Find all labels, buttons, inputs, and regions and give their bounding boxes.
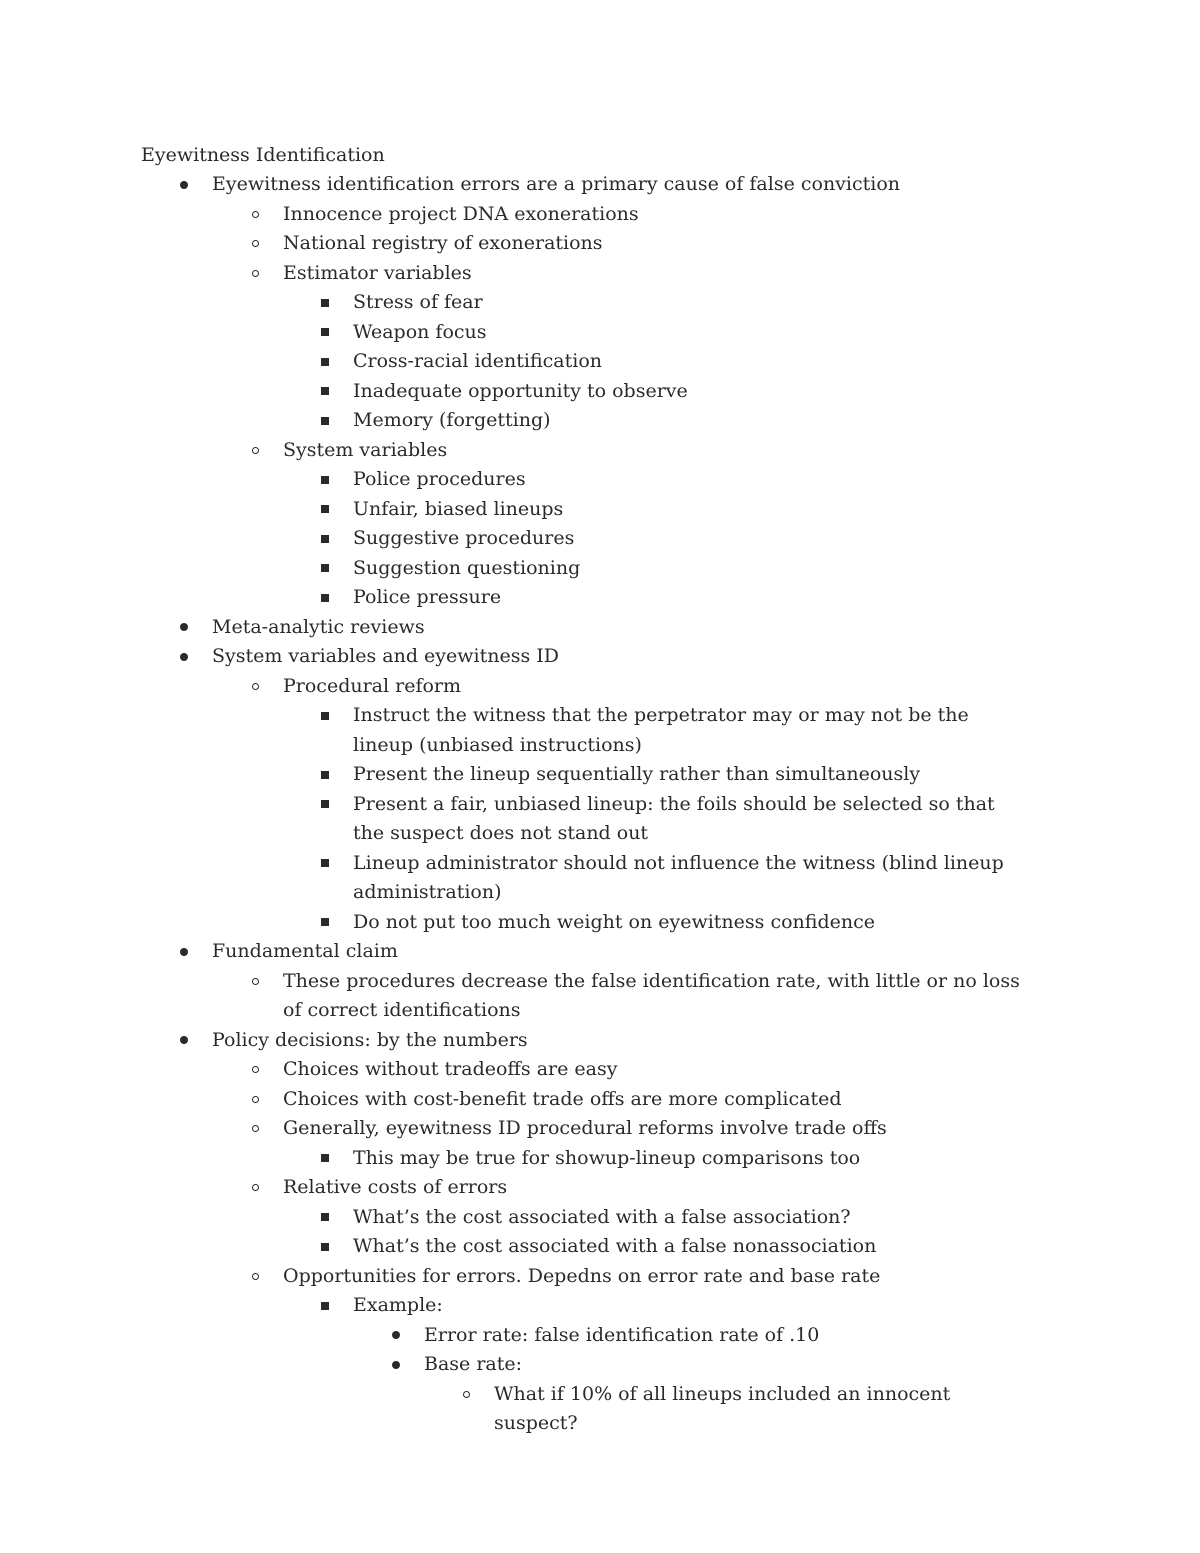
- outline-item-level-5: [0, 1380, 1200, 1439]
- hollow-circle-bullet-icon: [459, 1380, 473, 1410]
- outline-item-level-3: [0, 701, 1200, 760]
- hollow-circle-bullet-icon: [248, 672, 262, 702]
- filled-square-bullet-icon: [318, 849, 332, 879]
- outline-item-level-2: [0, 1114, 1200, 1144]
- outline-item-level-2: [0, 1262, 1200, 1292]
- outline-item-text: What if 10% of all lineups included an innocent suspect?: [494, 1382, 951, 1434]
- filled-square-bullet-icon: [318, 790, 332, 820]
- outline-item-level-3: [0, 465, 1200, 495]
- outline-item-text: Police procedures: [353, 468, 526, 490]
- outline-item-text: System variables: [283, 438, 448, 461]
- outline-item-text: These procedures decrease the false identification rate, with little or no loss of correct identifications: [283, 969, 1020, 1021]
- outline-item-level-1: [0, 170, 1200, 200]
- outline-item-level-3: [0, 495, 1200, 525]
- outline-item-level-1: [0, 642, 1200, 672]
- outline-item-level-4: [0, 1350, 1200, 1380]
- outline-item-level-1: [0, 937, 1200, 967]
- outline-item-level-2: [0, 200, 1200, 230]
- filled-circle-bullet-icon: [177, 642, 191, 672]
- filled-circle-bullet-icon: [177, 170, 191, 200]
- outline-item-text: Present the lineup sequentially rather than simultaneously: [353, 763, 921, 785]
- outline-item-level-3: [0, 1203, 1200, 1233]
- outline-item-level-3: [0, 554, 1200, 584]
- outline-item-text: Base rate:: [424, 1353, 523, 1375]
- outline-item-level-3: [0, 524, 1200, 554]
- outline-item-text: System variables and eyewitness ID: [212, 645, 559, 667]
- outline-item-text: Choices without tradeoffs are easy: [283, 1058, 618, 1080]
- outline-item-text: Unfair, biased lineups: [353, 497, 564, 520]
- outline-item-level-3: [0, 406, 1200, 436]
- outline-item-text: Fundamental claim: [212, 940, 398, 962]
- filled-square-bullet-icon: [318, 524, 332, 554]
- filled-square-bullet-icon: [318, 406, 332, 436]
- outline-item-text: Memory (forgetting): [353, 409, 551, 431]
- outline-item-text: This may be true for showup-lineup comparisons too: [353, 1146, 861, 1169]
- hollow-circle-bullet-icon: [248, 1114, 262, 1144]
- outline-item-level-2: [0, 1055, 1200, 1085]
- hollow-circle-bullet-icon: [248, 1055, 262, 1085]
- outline-list: [0, 170, 1200, 1439]
- outline-item-text: Do not put too much weight on eyewitness confidence: [353, 910, 875, 933]
- outline-item-text: Cross-racial identification: [353, 350, 603, 372]
- outline-item-text: Suggestive procedures: [353, 527, 575, 549]
- outline-item-level-3: [0, 583, 1200, 613]
- outline-item-text: What’s the cost associated with a false association?: [353, 1205, 851, 1228]
- filled-circle-bullet-icon: [389, 1350, 403, 1380]
- outline-item-text: Weapon focus: [353, 320, 487, 343]
- hollow-circle-bullet-icon: [248, 1173, 262, 1203]
- filled-square-bullet-icon: [318, 1232, 332, 1262]
- outline-item-level-2: [0, 1085, 1200, 1115]
- filled-circle-bullet-icon: [389, 1321, 403, 1351]
- outline-item-text: Example:: [353, 1294, 443, 1316]
- outline-item-text: Suggestion questioning: [353, 556, 581, 579]
- outline-item-level-2: [0, 436, 1200, 466]
- outline-item-text: Innocence project DNA exonerations: [283, 202, 639, 225]
- filled-circle-bullet-icon: [177, 937, 191, 967]
- filled-circle-bullet-icon: [177, 1026, 191, 1056]
- outline-item-level-3: [0, 849, 1200, 908]
- outline-item-level-3: [0, 1291, 1200, 1321]
- outline-item-level-3: [0, 1144, 1200, 1174]
- outline-item-text: Estimator variables: [283, 261, 472, 284]
- outline-item-level-3: [0, 288, 1200, 318]
- outline-item-text: Meta-analytic reviews: [212, 615, 425, 638]
- outline-item-text: Choices with cost-benefit trade offs are more complicated: [283, 1087, 842, 1110]
- outline-item-text: Error rate: false identification rate of .10: [424, 1323, 820, 1346]
- filled-circle-bullet-icon: [177, 613, 191, 643]
- outline-item-level-3: [0, 318, 1200, 348]
- outline-item-level-1: [0, 613, 1200, 643]
- outline-item-text: What’s the cost associated with a false nonassociation: [353, 1235, 877, 1257]
- filled-square-bullet-icon: [318, 465, 332, 495]
- outline-item-text: National registry of exonerations: [283, 232, 603, 254]
- outline-item-level-2: [0, 229, 1200, 259]
- outline-item-level-3: [0, 908, 1200, 938]
- filled-square-bullet-icon: [318, 288, 332, 318]
- outline-item-level-2: [0, 967, 1200, 1026]
- hollow-circle-bullet-icon: [248, 229, 262, 259]
- outline-item-level-3: [0, 1232, 1200, 1262]
- outline-item-text: Procedural reform: [283, 674, 462, 697]
- filled-square-bullet-icon: [318, 347, 332, 377]
- filled-square-bullet-icon: [318, 318, 332, 348]
- outline-item-level-2: [0, 1173, 1200, 1203]
- outline-item-level-4: [0, 1321, 1200, 1351]
- outline-item-level-2: [0, 672, 1200, 702]
- filled-square-bullet-icon: [318, 554, 332, 584]
- hollow-circle-bullet-icon: [248, 1085, 262, 1115]
- filled-square-bullet-icon: [318, 583, 332, 613]
- outline-item-text: Policy decisions: by the numbers: [212, 1028, 528, 1051]
- filled-square-bullet-icon: [318, 760, 332, 790]
- outline-item-text: Opportunities for errors. Depedns on error rate and base rate: [283, 1264, 881, 1287]
- document-title: Eyewitness Identification: [141, 144, 385, 166]
- outline-item-text: Stress of fear: [353, 291, 483, 313]
- outline-item-level-3: [0, 760, 1200, 790]
- outline-item-text: Lineup administrator should not influence the witness (blind lineup administration): [353, 851, 1004, 903]
- filled-square-bullet-icon: [318, 377, 332, 407]
- filled-square-bullet-icon: [318, 1291, 332, 1321]
- outline-item-level-3: [0, 377, 1200, 407]
- hollow-circle-bullet-icon: [248, 259, 262, 289]
- outline-item-text: Present a fair, unbiased lineup: the foils should be selected so that the suspect does not stand out: [353, 792, 995, 844]
- filled-square-bullet-icon: [318, 1144, 332, 1174]
- filled-square-bullet-icon: [318, 701, 332, 731]
- outline-item-level-3: [0, 347, 1200, 377]
- filled-square-bullet-icon: [318, 908, 332, 938]
- filled-square-bullet-icon: [318, 495, 332, 525]
- hollow-circle-bullet-icon: [248, 967, 262, 997]
- hollow-circle-bullet-icon: [248, 436, 262, 466]
- hollow-circle-bullet-icon: [248, 200, 262, 230]
- outline-item-text: Instruct the witness that the perpetrator may or may not be the lineup (unbiased instructions): [353, 704, 969, 756]
- filled-square-bullet-icon: [318, 1203, 332, 1233]
- outline-item-text: Eyewitness identification errors are a primary cause of false conviction: [212, 173, 901, 195]
- outline-item-level-1: [0, 1026, 1200, 1056]
- outline-item-text: Relative costs of errors: [283, 1176, 508, 1198]
- outline-item-text: Police pressure: [353, 586, 502, 608]
- outline-item-text: Generally, eyewitness ID procedural reforms involve trade offs: [283, 1117, 887, 1139]
- outline-item-text: Inadequate opportunity to observe: [353, 379, 688, 402]
- outline-item-level-3: [0, 790, 1200, 849]
- outline-item-level-2: [0, 259, 1200, 289]
- hollow-circle-bullet-icon: [248, 1262, 262, 1292]
